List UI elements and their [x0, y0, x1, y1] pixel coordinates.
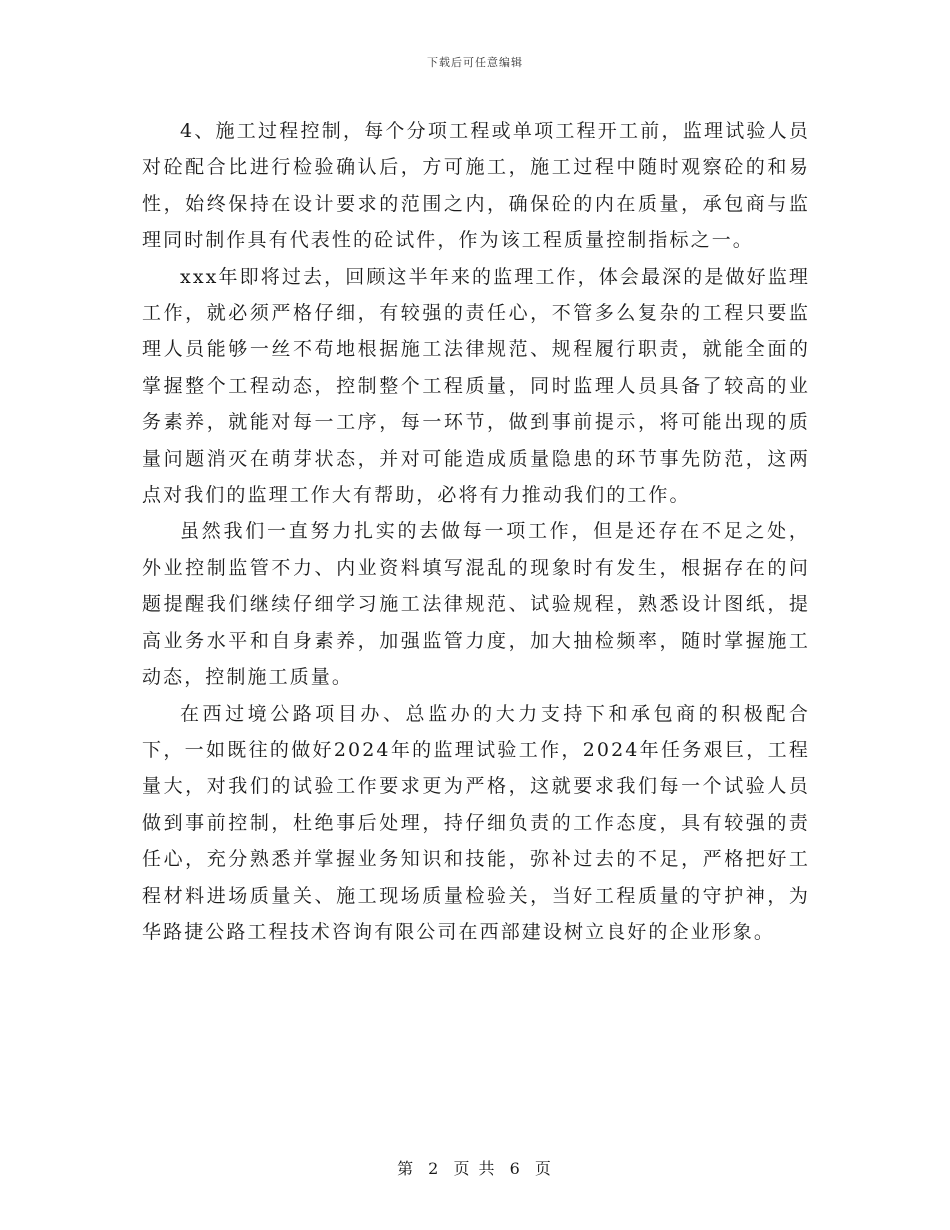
paragraph-outlook: 在西过境公路项目办、总监办的大力支持下和承包商的积极配合下，一如既往的做好2024年的监理试验工作，2024年任务艰巨，工程量大，对我们的试验工作要求更为严格，这就要求我们每一个试验人员做到事前控制，杜绝事后处理，持仔细负责的工作态度，具有较强的责任心，充分熟悉并掌握业务知识和技能，弥补过去的不足，严格把好工程材料进场质量关、施工现场质量检验关，当好工程质量的守护神，为华路捷公路工程技术咨询有限公司在西部建设树立良好的企业形象。 [142, 702, 810, 943]
paragraph-shortcomings: 虽然我们一直努力扎实的去做每一项工作，但是还存在不足之处，外业控制监管不力、内业资料填写混乱的现象时有发生，根据存在的问题提醒我们继续仔细学习施工法律规范、试验规程，熟悉设计图纸，提高业务水平和自身素养，加强监管力度，加大抽检频率，随时掌握施工动态，控制施工质量。 [142, 520, 810, 689]
paragraph-construction-control: 4、施工过程控制，每个分项工程或单项工程开工前，监理试验人员对砼配合比进行检验确认后，方可施工，施工过程中随时观察砼的和易性，始终保持在设计要求的范围之内，确保砼的内在质量，承包商与监理同时制作具有代表性的砼试件，作为该工程质量控制指标之一。 [142, 120, 810, 252]
paragraph-year-review: xxx年即将过去，回顾这半年来的监理工作，体会最深的是做好监理工作，就必须严格仔细，有较强的责任心，不管多么复杂的工程只要监理人员能够一丝不苟地根据施工法律规范、规程履行职责，就能全面的掌握整个工程动态，控制整个工程质量，同时监理人员具备了较高的业务素养，就能对每一工序，每一环节，做到事前提示，将可能出现的质量问题消灭在萌芽状态，并对可能造成质量隐患的环节事先防范，这两点对我们的监理工作大有帮助，必将有力推动我们的工作。 [142, 265, 810, 507]
header-note: 下载后可任意编辑 [427, 56, 523, 69]
footer-prefix: 第 [397, 1159, 416, 1178]
footer-current-page: 2 [428, 1159, 441, 1178]
footer-suffix: 页 [534, 1159, 553, 1178]
page-footer [0, 1156, 950, 1179]
footer-middle: 页 共 [453, 1159, 497, 1178]
footer-total-pages: 6 [509, 1159, 522, 1178]
document-body [142, 113, 810, 950]
